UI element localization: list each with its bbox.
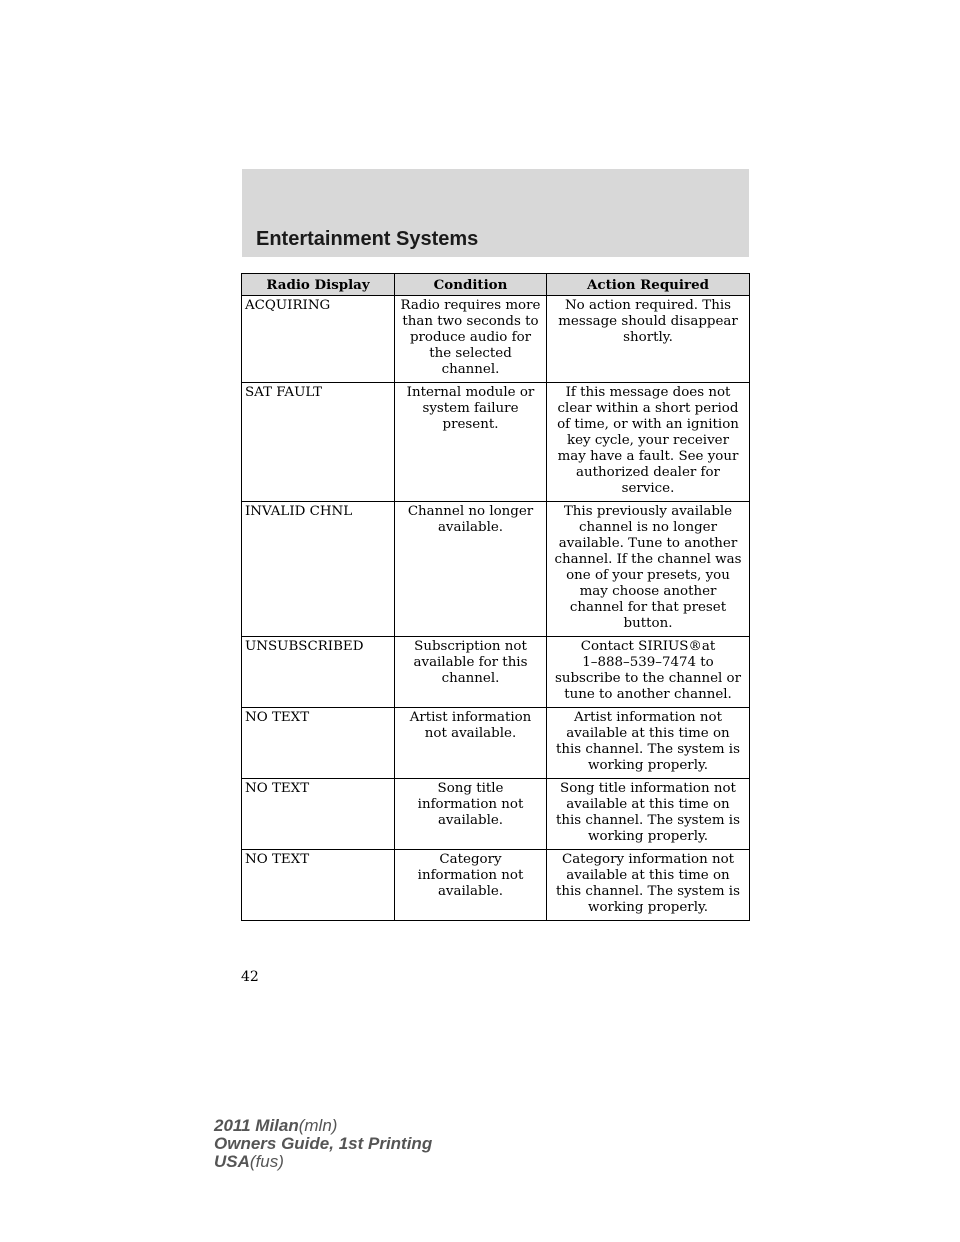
radio-display-table: [241, 273, 750, 921]
table-row: [242, 779, 750, 850]
action-required-cell-line: may have a fault. See your: [557, 449, 739, 464]
action-required-cell-line: If this message does not: [565, 385, 731, 400]
action-required-cell: [547, 296, 750, 383]
action-required-cell-line: subscribe to the channel or: [554, 671, 742, 686]
condition-cell-line: Channel no longer: [407, 504, 534, 519]
action-required-cell-line: this channel. The system is: [556, 742, 740, 757]
action-required-cell-line: message should disappear: [558, 314, 738, 329]
condition-cell-line: channel.: [441, 362, 500, 377]
page-number: 42: [241, 969, 259, 985]
column-header-radio-display: Radio Display: [242, 274, 395, 296]
radio-display-cell: ACQUIRING: [242, 296, 395, 383]
action-required-cell: [547, 383, 750, 502]
footer-guide-title: Owners Guide, 1st Printing: [214, 1134, 433, 1153]
action-required-cell-line: available at this time on: [566, 868, 730, 883]
action-required-cell: [547, 637, 750, 708]
action-required-cell: [547, 502, 750, 637]
action-required-cell-line: key cycle, your receiver: [567, 433, 729, 448]
action-required-cell-line: shortly.: [623, 330, 673, 345]
condition-cell-line: Category: [439, 852, 502, 867]
condition-cell-line: channel.: [441, 671, 500, 686]
action-required-cell: [547, 850, 750, 921]
condition-cell-line: available for this: [413, 655, 528, 670]
action-required-cell-line: working properly.: [587, 900, 709, 915]
condition-cell-line: available.: [437, 813, 504, 828]
action-required-cell-line: channel is no longer: [578, 520, 718, 535]
condition-cell-line: Song title: [437, 781, 504, 796]
action-required-cell-line: This previously available: [563, 504, 733, 519]
action-required-cell-line: channel. If the channel was: [554, 552, 742, 567]
footer-market-name: USA: [214, 1152, 250, 1171]
table-row: [242, 296, 750, 383]
footer-line-model: [214, 1117, 432, 1135]
action-required-cell: [547, 708, 750, 779]
action-required-cell-line: this channel. The system is: [556, 884, 740, 899]
radio-display-cell: NO TEXT: [242, 708, 395, 779]
condition-cell-line: available.: [437, 884, 504, 899]
action-required-cell-line: Contact SIRIUS®at: [580, 639, 716, 654]
footer-market-code: (fus): [249, 1152, 284, 1171]
column-header-action-required: Action Required: [547, 274, 750, 296]
condition-cell: [395, 296, 547, 383]
footer-line-market: [214, 1153, 432, 1171]
footer-model-code: (mln): [298, 1116, 338, 1135]
condition-cell-line: available.: [437, 520, 504, 535]
action-required-cell-line: available at this time on: [566, 726, 730, 741]
action-required-cell-line: Artist information not: [574, 710, 722, 725]
action-required-cell-line: Song title information not: [560, 781, 736, 796]
condition-cell-line: Radio requires more: [400, 298, 541, 313]
condition-cell-line: present.: [442, 417, 499, 432]
condition-cell-line: Internal module or: [406, 385, 535, 400]
action-required-cell-line: working properly.: [587, 829, 709, 844]
footer: [214, 1117, 432, 1171]
footer-model-name: 2011 Milan: [214, 1116, 299, 1135]
action-required-cell-line: 1–888–539–7474 to: [582, 655, 714, 670]
action-required-cell-line: channel for that preset: [569, 600, 727, 615]
condition-cell-line: produce audio for: [409, 330, 532, 345]
condition-cell-line: the selected: [429, 346, 512, 361]
section-title: Entertainment Systems: [256, 228, 479, 250]
action-required-cell-line: available. Tune to another: [558, 536, 738, 551]
column-header-condition: Condition: [395, 274, 547, 296]
table-body: [242, 296, 750, 921]
action-required-cell-line: Category information not: [561, 852, 735, 867]
action-required-cell-line: button.: [623, 616, 673, 631]
table-row: [242, 637, 750, 708]
condition-cell: [395, 502, 547, 637]
radio-display-cell: UNSUBSCRIBED: [242, 637, 395, 708]
condition-cell-line: system failure: [422, 401, 519, 416]
condition-cell: [395, 383, 547, 502]
radio-display-cell: INVALID CHNL: [242, 502, 395, 637]
action-required-cell-line: may choose another: [579, 584, 717, 599]
condition-cell-line: than two seconds to: [402, 314, 539, 329]
radio-display-cell: NO TEXT: [242, 850, 395, 921]
condition-cell-line: information not: [417, 868, 524, 883]
action-required-cell-line: available at this time on: [566, 797, 730, 812]
condition-cell: [395, 779, 547, 850]
action-required-cell: [547, 779, 750, 850]
condition-cell: [395, 850, 547, 921]
table-row: [242, 850, 750, 921]
action-required-cell-line: this channel. The system is: [556, 813, 740, 828]
action-required-cell-line: No action required. This: [564, 298, 732, 313]
action-required-cell-line: tune to another channel.: [564, 687, 732, 702]
condition-cell: [395, 637, 547, 708]
action-required-cell-line: one of your presets, you: [566, 568, 730, 583]
action-required-cell-line: service.: [621, 481, 675, 496]
table-row: [242, 502, 750, 637]
action-required-cell-line: working properly.: [587, 758, 709, 773]
condition-cell-line: Subscription not: [414, 639, 527, 654]
table-row: [242, 708, 750, 779]
radio-display-cell: SAT FAULT: [242, 383, 395, 502]
table-row: [242, 383, 750, 502]
condition-cell: [395, 708, 547, 779]
action-required-cell-line: authorized dealer for: [576, 465, 720, 480]
action-required-cell-line: of time, or with an ignition: [557, 417, 739, 432]
footer-line-guide: [214, 1135, 432, 1153]
radio-display-cell: NO TEXT: [242, 779, 395, 850]
condition-cell-line: not available.: [424, 726, 517, 741]
action-required-cell-line: clear within a short period: [557, 401, 739, 416]
table-header-row: [242, 274, 750, 296]
condition-cell-line: Artist information: [409, 710, 532, 725]
condition-cell-line: information not: [417, 797, 524, 812]
